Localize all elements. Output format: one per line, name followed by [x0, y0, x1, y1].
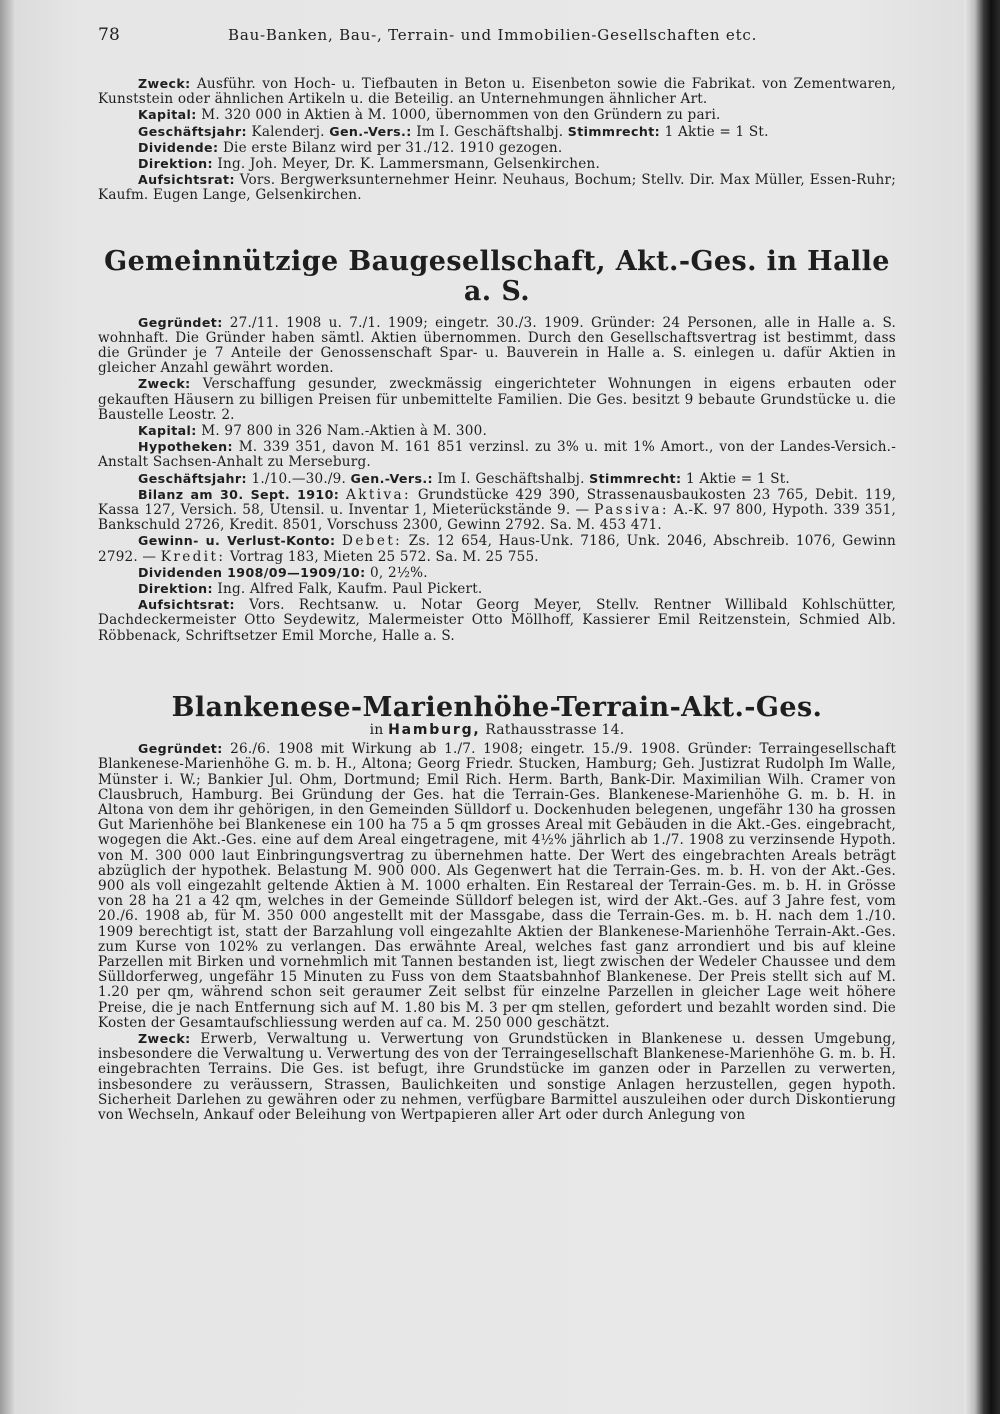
page-content [98, 25, 897, 1123]
entry1-zweck: Zweck: Verschaffung gesunder, zweckmässig eingerichteter Wohnungen in eigens erbauten oder gekauften Häusern zu billigen Preisen für unbemittelte Familien. Die Ges. besitzt 9 bebaute Grundstücke u. die Baustelle Leostr. 2. [98, 376, 897, 423]
entry2-city: Hamburg, [388, 721, 481, 738]
entry1-title: Gemeinnützige Baugesellschaft, Akt.-Ges. in Halle a. S. [104, 245, 890, 307]
page-right-binding-edge [964, 0, 1000, 1414]
page-left-shadow [0, 0, 14, 1414]
entry1-aufsichtsrat: Aufsichtsrat: Vors. Rechtsanw. u. Notar Georg Meyer, Stellv. Rentner Willibald Kohlschütter, Dachdeckermeister Otto Seydewitz, Malermeister Otto Möllhoff, Kassierer Emil Reitzenstein, Schmied Alb. Röbbenack, Schriftsetzer Emil Morche, Halle a. S. [98, 597, 896, 644]
entry2-subtitle: in Hamburg, Rathausstrasse 14. [369, 721, 625, 738]
entry1-gewinn-verlust: Gewinn- u. Verlust-Konto: Debet: Zs. 12 654, Haus-Unk. 7186, Unk. 2046, Abschreib. 1076, Gewinn 2792. — Kredit: Vortrag 183, Mieten 25 572. Sa. M. 25 755. [98, 533, 896, 565]
entry1-gegruendet: Gegründet: 27./11. 1908 u. 7./1. 1909; eingetr. 30./3. 1909. Gründer: 24 Personen, alle in Halle a. S. wohnhaft. Die Gründer haben sämtl. Aktien übernommen. Durch den Gesellschaftsvertrag ist bestimmt, dass die Gründer je 7 Anteile der Genossenschaft Spar- u. Bauverein in Halle a. S. einlegen u. dafür Aktien in gleicher Anzahl gewährt worden. [98, 314, 896, 377]
entry1-direktion: Direktion: Ing. Alfred Falk, Kaufm. Paul Pickert. [138, 581, 483, 598]
entry1-body [98, 315, 896, 644]
entry0-zweck: Zweck: Ausführ. von Hoch- u. Tiefbauten in Beton u. Eisenbeton sowie die Fabrikat. von Zementwaren, Kunststein oder ähnlichen Artikeln u. die Beteilig. an Unternehmungen ähnlicher Art. [98, 76, 897, 108]
entry2-body [98, 741, 896, 1123]
entry0-dividende: Dividende: Die erste Bilanz wird per 31./12. 1910 gezogen. [138, 139, 563, 156]
entry0-direktion: Direktion: Ing. Joh. Meyer, Dr. K. Lammersmann, Gelsenkirchen. [138, 156, 600, 173]
entry1-dividenden: Dividenden 1908/09—1909/10: 0, 2½%. [138, 564, 428, 581]
entry2-gegruendet: Gegründet: 26./6. 1908 mit Wirkung ab 1./7. 1908; eingetr. 15./9. 1908. Gründer: Terraingesellschaft Blankenese-Marienhöhe G. m. b. H., Altona; Georg Friedr. Stucken, Hamburg; Geh. Justizrat Rudolph Im Walle, Münster i. W.; Bankier Jul. Ohm, Dortmund; Emil Rich. Herm. Barth, Bank-Dir. Maximilian Wilh. Cramer von Clausbruch, Hamburg. Bei Gründung der Ges. hat die Terrain-Ges. Blankenese-Marienhöhe G. m. b. H. in Altona von dem ihr gehörigen, in den Gemeinden Sülldorf u. Dockenhuden belegenen, ungefähr 130 ha grossen Gut Marienhöhe bei Blankenese ein 100 ha 75 a 5 qm grosses Areal mit Gebäuden in die Akt.-Ges. eingebracht, wogegen die Akt.-Ges. eine auf dem Areal eingetragene, mit 4½% jährlich ab 1./7. 1908 zu verzinsende Hypoth. von M. 300 000 laut Einbringungsvertrag zu übernehmen hatte. Der Wert des eingebrachten Areals beträgt abzüglich der hypothek. Belastung M. 900 000. Als Gegenwert hat die Terrain-Ges. m. b. H. von der Akt.-Ges. 900 als voll eingezahlt geltende Aktien à M. 1000 erhalten. Ein Restareal der Terrain-Ges. m. b. H. in Grösse von 28 ha 21 a 42 qm, welches in der Gemeinde Sülldorf belegen ist, wird der Akt.-Ges. auf 3 Jahre fest, vom 20./6. 1908 ab, für M. 350 000 angestellt mit der Massgabe, dass die Terrain-Ges. m. b. H. nach dem 1./10. 1909 berechtigt ist, statt der Barzahlung voll eingezahlte Aktien der Blankenese-Marienhöhe Terrain-Akt.-Ges. zum Kurse von 102% zu verlangen. Das erwähnte Areal, welches fast ganz arrondiert und bis auf kleine Parzellen mit Birken und vornehmlich mit Tannen bestanden ist, liegt zwischen der Wedeler Chaussee und dem Sülldorferweg, ungefähr 15 Minuten zu Fuss von dem Staatsbahnhof Blankenese. Der Preis stellt sich auf M. 1.20 per qm, während schon seit geraumer Zeit selbst für einzelne Parzellen in gleicher Lage weit höhere Preise, die je nach Entfernung sich auf M. 1.80 bis M. 3 per qm stellen, gefordert und bezahlt worden sind. Die Kosten der Gesamtaufschliessung werden auf ca. M. 250 000 geschätzt. [98, 741, 896, 1031]
running-title: Bau-Banken, Bau-, Terrain- und Immobilien-Gesellschaften etc. [228, 26, 758, 44]
entry0-kapital: Kapital: M. 320 000 in Aktien à M. 1000, übernommen von den Gründern zu pari. [138, 107, 721, 124]
entry1-kapital: Kapital: M. 97 800 in 326 Nam.-Aktien à M. 300. [138, 423, 487, 440]
page-number: 78 [98, 25, 121, 45]
running-header [98, 25, 896, 50]
entry0-aufsichtsrat: Aufsichtsrat: Vors. Bergwerksunternehmer Heinr. Neuhaus, Bochum; Stellv. Dir. Max Müller, Essen-Ruhr; Kaufm. Eugen Lange, Gelsenkirchen. [98, 172, 896, 204]
entry2-zweck: Zweck: Erwerb, Verwaltung u. Verwertung von Grundstücken in Blankenese u. dessen Umgebung, insbesondere die Verwaltung u. Verwertung des von der Terraingesellschaft Blankenese-Marienhöhe G. m. b. H. eingebrachten Terrains. Die Ges. ist befugt, ihre Grundstücke im ganzen oder in Parzellen zu verwerten, insbesondere zu veräussern, Strassen, Baulichkeiten und sonstige Anlagen herzustellen, gegen hypoth. Sicherheit Darlehen zu gewähren oder zu nehmen, verfügbare Barmittel auszuleihen oder durch Diskontierung von Wechseln, Ankauf oder Beleihung von Wertpapieren aller Art oder durch Anlegung von [98, 1030, 897, 1123]
entry2-title: Blankenese-Marienhöhe-Terrain-Akt.-Ges. [171, 691, 823, 723]
entry0-geschaeftsjahr: Geschäftsjahr: Kalenderj. Gen.-Vers.: Im I. Geschäftshalbj. Stimmrecht: 1 Aktie = 1 St. [138, 123, 769, 140]
entry1-geschaeftsjahr: Geschäftsjahr: 1./10.—30./9. Gen.-Vers.: Im I. Geschäftshalbj. Stimmrecht: 1 Aktie = 1 St. [138, 470, 790, 487]
entry1-bilanz: Bilanz am 30. Sept. 1910: Aktiva: Grundstücke 429 390, Strassenausbaukosten 23 765, Debit. 119, Kassa 127, Versich. 58, Utensil. u. Inventar 1, Mieterückstände 9. — Passiva: A.-K. 97 800, Hypoth. 339 351, Bankschuld 2726, Kredit. 8501, Vorschuss 2300, Gewinn 2792. Sa. M. 453 471. [98, 486, 896, 534]
entry-continued [98, 76, 896, 204]
entry1-hypotheken: Hypotheken: M. 339 351, davon M. 161 851 verzinsl. zu 3% u. mit 1% Amort., von der Landes-Versich.-Anstalt Sachsen-Anhalt zu Merseburg. [98, 439, 896, 471]
